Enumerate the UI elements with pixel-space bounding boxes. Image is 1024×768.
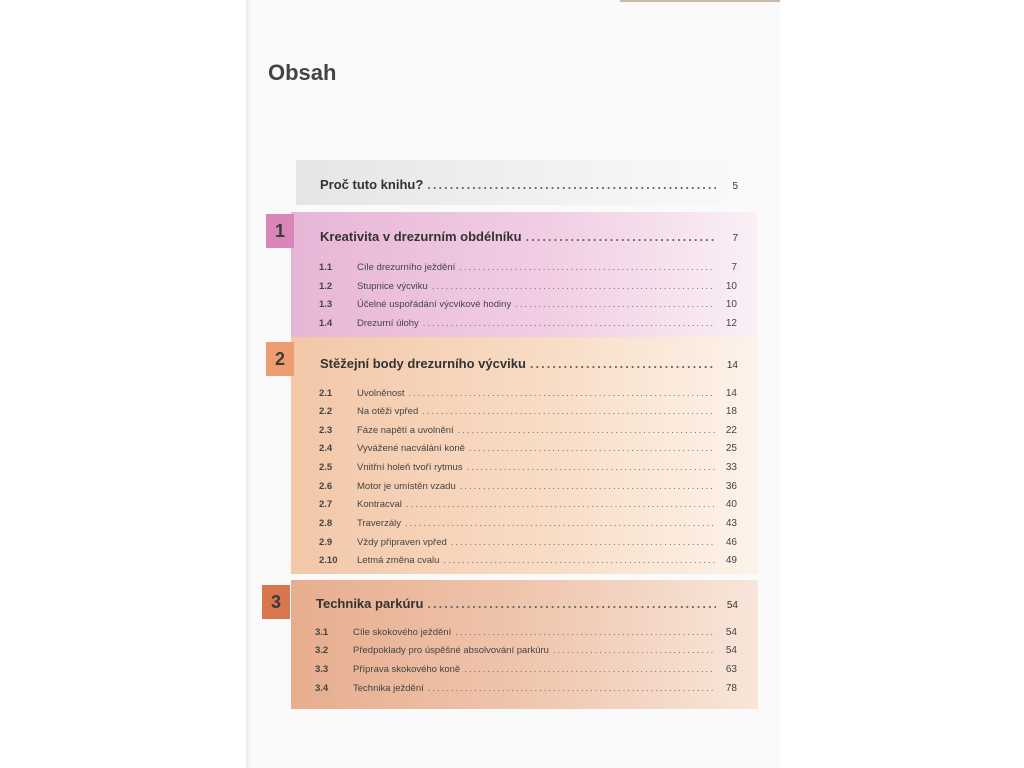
leader-dots	[515, 299, 715, 310]
entry-page: 10	[725, 299, 737, 310]
entry-page: 43	[725, 518, 737, 529]
entry-page: 18	[725, 406, 737, 417]
toc-entry-2-10[interactable]	[319, 555, 737, 566]
chapter-number-tab: 2	[266, 342, 294, 376]
entry-number: 1.2	[319, 281, 333, 292]
entry-number: 3.2	[315, 645, 329, 656]
entry-number: 2.8	[319, 518, 333, 529]
entry-number: 2.10	[319, 555, 338, 566]
entry-page: 12	[725, 318, 737, 329]
leader-dots	[455, 627, 715, 638]
toc-entry-3-2[interactable]	[315, 645, 737, 656]
entry-number: 2.7	[319, 499, 333, 510]
chapter-page: 14	[726, 360, 738, 371]
entry-number: 3.3	[315, 664, 329, 675]
entry-label: Cíle skokového ježdění	[353, 627, 452, 638]
entry-label: Kontracval	[357, 499, 402, 510]
page-edge-line	[620, 0, 780, 2]
toc-entry-1-2[interactable]	[319, 281, 737, 292]
entry-label: Drezurní úlohy	[357, 318, 419, 329]
entry-number: 1.4	[319, 318, 333, 329]
leader-dots	[423, 318, 715, 329]
chapter-title: Kreativita v drezurním obdélníku	[320, 229, 522, 244]
toc-entry-1-3[interactable]	[319, 299, 737, 310]
chapter-number-tab: 3	[262, 585, 290, 619]
entry-label: Traverzály	[357, 518, 401, 529]
toc-chapter-1[interactable]	[320, 229, 738, 244]
page-title: Obsah	[268, 60, 337, 85]
leader-dots	[427, 596, 716, 611]
toc-entry-1-1[interactable]	[319, 262, 737, 273]
leader-dots	[526, 229, 716, 244]
leader-dots	[464, 664, 715, 675]
chapter-page: 54	[726, 600, 738, 611]
toc-entry-3-1[interactable]	[315, 627, 737, 638]
toc-entry-2-2[interactable]	[319, 406, 737, 417]
entry-page: 49	[725, 555, 737, 566]
entry-page: 40	[725, 499, 737, 510]
entry-page: 33	[725, 462, 737, 473]
toc-entry-2-3[interactable]	[319, 425, 737, 436]
entry-page: 54	[725, 627, 737, 638]
chapter-number-tab: 1	[266, 214, 294, 248]
entry-label: Předpoklady pro úspěšné absolvování parkúru	[353, 645, 549, 656]
chapter-title: Technika parkúru	[316, 596, 424, 611]
toc-entry-3-4[interactable]	[315, 683, 737, 694]
entry-label: Stupnice výcviku	[357, 281, 428, 292]
entry-number: 3.1	[315, 627, 329, 638]
leader-dots	[460, 481, 715, 492]
leader-dots	[427, 177, 716, 192]
entry-page: 36	[725, 481, 737, 492]
entry-page: 14	[725, 388, 737, 399]
entry-label: Vyvážené nacválání koně	[357, 443, 465, 454]
entry-page: 46	[725, 537, 737, 548]
leader-dots	[428, 683, 715, 694]
toc-entry-2-9[interactable]	[319, 537, 737, 548]
entry-page: 7	[731, 262, 737, 273]
toc-entry-page: 5	[732, 181, 738, 192]
entry-number: 2.9	[319, 537, 333, 548]
entry-label: Na otěži vpřed	[357, 406, 419, 417]
entry-page: 63	[725, 664, 737, 675]
leader-dots	[530, 356, 716, 371]
entry-label: Účelné uspořádání výcvikové hodiny	[357, 299, 512, 310]
entry-number: 2.2	[319, 406, 333, 417]
toc-entry-intro[interactable]	[320, 177, 738, 192]
entry-number: 2.3	[319, 425, 333, 436]
entry-number: 2.5	[319, 462, 333, 473]
leader-dots	[443, 555, 715, 566]
leader-dots	[451, 537, 715, 548]
toc-entry-2-1[interactable]	[319, 388, 737, 399]
toc-entry-3-3[interactable]	[315, 664, 737, 675]
toc-entry-2-4[interactable]	[319, 443, 737, 454]
toc-entry-label: Proč tuto knihu?	[320, 177, 424, 192]
toc-chapter-2[interactable]	[320, 356, 738, 371]
leader-dots	[459, 262, 715, 273]
chapter-title: Stěžejní body drezurního výcviku	[320, 356, 526, 371]
toc-chapter-3[interactable]	[316, 596, 738, 611]
toc-entry-2-5[interactable]	[319, 462, 737, 473]
leader-dots	[409, 388, 715, 399]
entry-number: 2.1	[319, 388, 333, 399]
entry-label: Technika ježdění	[353, 683, 424, 694]
entry-label: Vnitřní holeň tvoří rytmus	[357, 462, 463, 473]
entry-number: 1.1	[319, 262, 333, 273]
entry-number: 2.4	[319, 443, 333, 454]
leader-dots	[405, 518, 715, 529]
chapter-page: 7	[732, 233, 738, 244]
entry-label: Cíle drezurního ježdění	[357, 262, 456, 273]
entry-label: Motor je umístěn vzadu	[357, 481, 456, 492]
entry-label: Letmá změna cvalu	[357, 555, 440, 566]
entry-page: 54	[725, 645, 737, 656]
toc-entry-2-6[interactable]	[319, 481, 737, 492]
entry-page: 25	[725, 443, 737, 454]
entry-page: 78	[725, 683, 737, 694]
leader-dots	[553, 645, 715, 656]
leader-dots	[406, 499, 715, 510]
entry-page: 22	[725, 425, 737, 436]
leader-dots	[469, 443, 715, 454]
entry-label: Fáze napětí a uvolnění	[357, 425, 454, 436]
toc-entry-1-4[interactable]	[319, 318, 737, 329]
entry-label: Uvolněnost	[357, 388, 405, 399]
entry-number: 1.3	[319, 299, 333, 310]
leader-dots	[458, 425, 715, 436]
entry-label: Vždy připraven vpřed	[357, 537, 447, 548]
leader-dots	[467, 462, 715, 473]
entry-number: 2.6	[319, 481, 333, 492]
entry-label: Příprava skokového koně	[353, 664, 461, 675]
toc-entry-2-7[interactable]	[319, 499, 737, 510]
entry-page: 10	[725, 281, 737, 292]
toc-entry-2-8[interactable]	[319, 518, 737, 529]
entry-number: 3.4	[315, 683, 329, 694]
leader-dots	[422, 406, 715, 417]
leader-dots	[432, 281, 715, 292]
